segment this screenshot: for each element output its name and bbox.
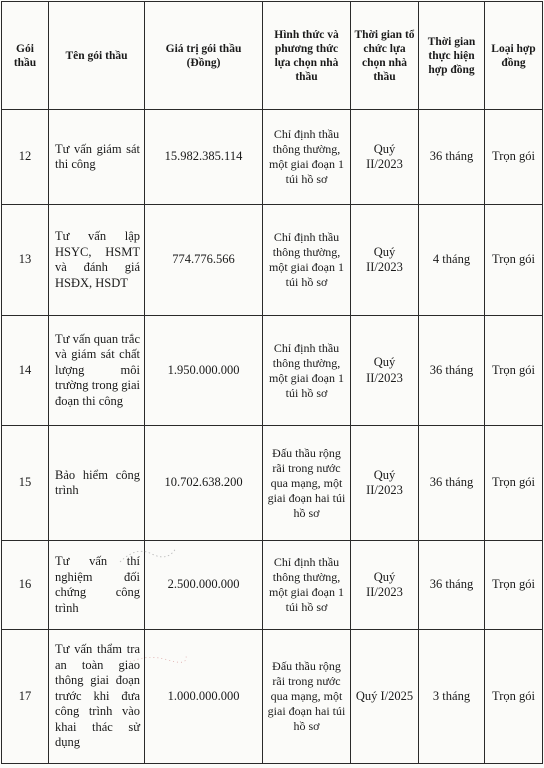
- contract-type: Trọn gói: [485, 205, 543, 316]
- header-package-name: Tên gói thầu: [49, 2, 145, 110]
- package-no: 17: [2, 630, 49, 764]
- contract-duration: 36 tháng: [419, 541, 485, 630]
- selection-time: Quý II/2023: [351, 541, 419, 630]
- selection-time: Quý II/2023: [351, 316, 419, 426]
- package-name: Tư vấn thẩm tra an toàn giao thông giai đoạn trước khi đưa công trình vào khai thác sử dụng: [49, 630, 145, 764]
- header-contract-type: Loại hợp đồng: [485, 2, 543, 110]
- selection-method: Chỉ định thầu thông thường, một giai đoạn 1 túi hồ sơ: [263, 541, 351, 630]
- package-no: 13: [2, 205, 49, 316]
- header-package-no: Gói thầu: [2, 2, 49, 110]
- procurement-table: [1, 1, 543, 764]
- header-package-value: Giá trị gói thầu (Đồng): [145, 2, 263, 110]
- table-row: [2, 541, 543, 630]
- package-value: 774.776.566: [145, 205, 263, 316]
- table-row: [2, 205, 543, 316]
- package-name: Tư vấn quan trắc và giám sát chất lượng môi trường trong giai đoạn thi công: [49, 316, 145, 426]
- contract-duration: 36 tháng: [419, 316, 485, 426]
- contract-type: Trọn gói: [485, 316, 543, 426]
- contract-type: Trọn gói: [485, 426, 543, 541]
- header-row: [2, 2, 543, 110]
- contract-type: Trọn gói: [485, 110, 543, 205]
- contract-duration: 3 tháng: [419, 630, 485, 764]
- selection-method: Chỉ định thầu thông thường, một giai đoạn 1 túi hồ sơ: [263, 205, 351, 316]
- package-name: Tư vấn lập HSYC, HSMT và đánh giá HSĐX, HSDT: [49, 205, 145, 316]
- package-name: Bảo hiểm công trình: [49, 426, 145, 541]
- package-value: 15.982.385.114: [145, 110, 263, 205]
- table-row: [2, 630, 543, 764]
- table-row: [2, 426, 543, 541]
- package-name: Tư vấn thí nghiệm đối chứng công trình: [49, 541, 145, 630]
- selection-time: Quý II/2023: [351, 426, 419, 541]
- selection-method: Chỉ định thầu thông thường, một giai đoạn 1 túi hồ sơ: [263, 110, 351, 205]
- header-selection-time: Thời gian tổ chức lựa chọn nhà thầu: [351, 2, 419, 110]
- contract-duration: 4 tháng: [419, 205, 485, 316]
- selection-time: Quý II/2023: [351, 205, 419, 316]
- table-row: [2, 110, 543, 205]
- header-contract-duration: Thời gian thực hiện hợp đồng: [419, 2, 485, 110]
- package-value: 2.500.000.000: [145, 541, 263, 630]
- selection-method: Chỉ định thầu thông thường, một giai đoạn 1 túi hồ sơ: [263, 316, 351, 426]
- package-name: Tư vấn giám sát thi công: [49, 110, 145, 205]
- package-value: 1.000.000.000: [145, 630, 263, 764]
- package-value: 1.950.000.000: [145, 316, 263, 426]
- selection-time: Quý I/2025: [351, 630, 419, 764]
- selection-method: Đấu thầu rộng rãi trong nước qua mạng, một giai đoạn hai túi hồ sơ: [263, 426, 351, 541]
- header-selection-method: Hình thức và phương thức lựa chọn nhà thầu: [263, 2, 351, 110]
- contract-type: Trọn gói: [485, 541, 543, 630]
- selection-time: Quý II/2023: [351, 110, 419, 205]
- package-no: 12: [2, 110, 49, 205]
- selection-method: Đấu thầu rộng rãi trong nước qua mạng, một giai đoạn hai túi hồ sơ: [263, 630, 351, 764]
- package-no: 15: [2, 426, 49, 541]
- package-value: 10.702.638.200: [145, 426, 263, 541]
- contract-type: Trọn gói: [485, 630, 543, 764]
- package-no: 16: [2, 541, 49, 630]
- contract-duration: 36 tháng: [419, 110, 485, 205]
- contract-duration: 36 tháng: [419, 426, 485, 541]
- package-no: 14: [2, 316, 49, 426]
- table-row: [2, 316, 543, 426]
